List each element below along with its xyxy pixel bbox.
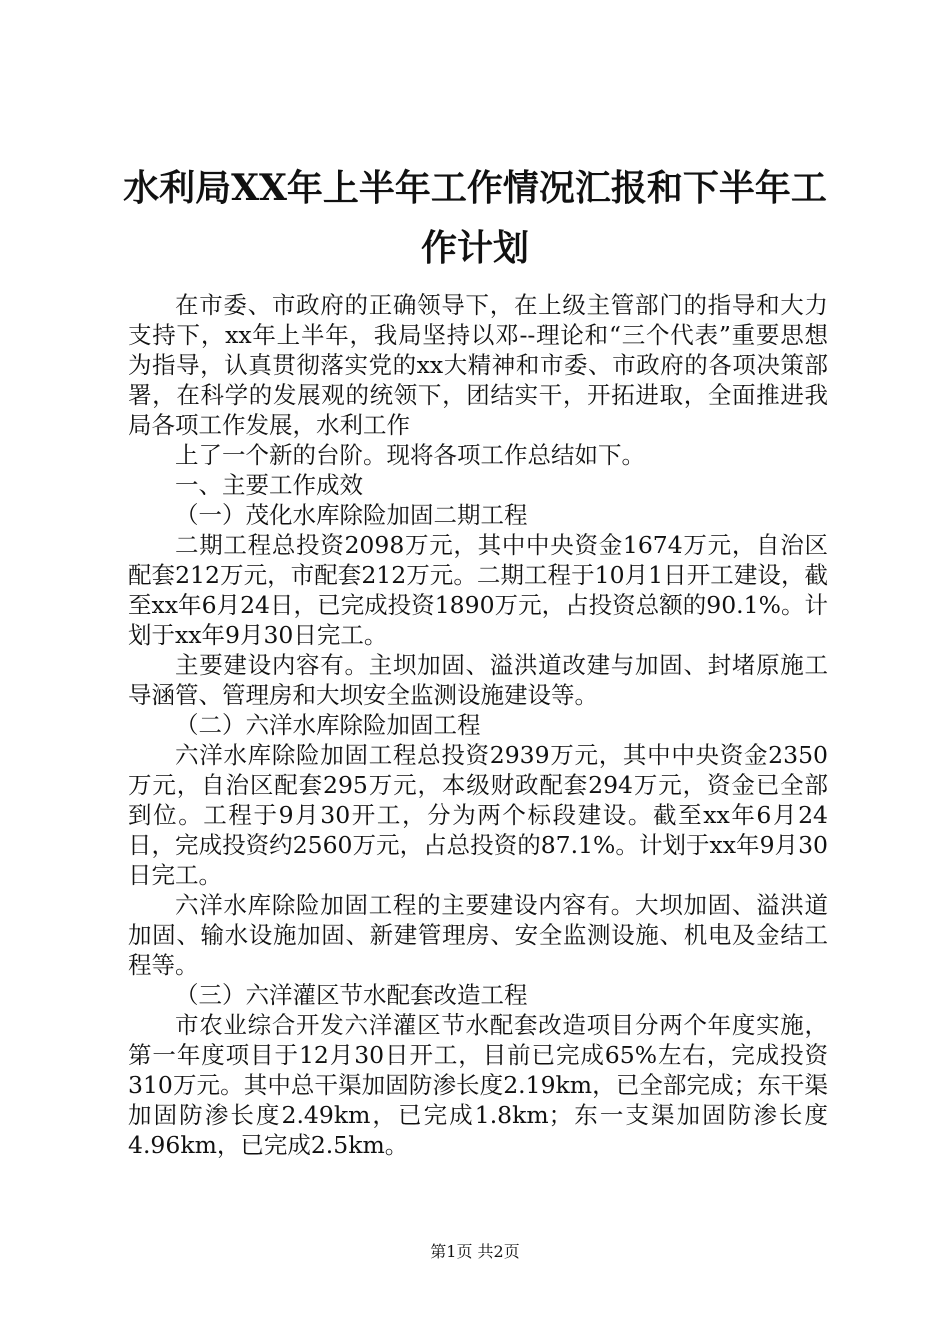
paragraph-intro-continued: 上了一个新的台阶。现将各项工作总结如下。 <box>175 441 645 469</box>
subsection-heading-3: （三）六洋灌区节水配套改造工程 <box>175 981 528 1009</box>
paragraph-project-3-progress: 市农业综合开发六洋灌区节水配套改造项目分两个年度实施，第一年度项目于12月30日开工，目前已完成65%左右，完成投资310万元。其中总干渠加固防渗长度2.19km，已全部完成；东干渠加固防渗长度2.49km，已完成1.8km；东一支渠加固防渗长度4.96km，已完成2.5km。 <box>128 1011 828 1159</box>
paragraph-project-2-content: 六洋水库除险加固工程的主要建设内容有。大坝加固、溢洪道加固、输水设施加固、新建管理房、安全监测设施、机电及金结工程等。 <box>128 891 828 979</box>
paragraph-project-1-content: 主要建设内容有。主坝加固、溢洪道改建与加固、封堵原施工导涵管、管理房和大坝安全监测设施建设等。 <box>128 651 828 709</box>
subsection-heading-1: （一）茂化水库除险加固二期工程 <box>175 501 528 529</box>
paragraph-project-1-investment: 二期工程总投资2098万元，其中中央资金1674万元，自治区配套212万元，市配套212万元。二期工程于10月1日开工建设，截至xx年6月24日，已完成投资1890万元，占投资总额的90.1%。计划于xx年9月30日完工。 <box>128 531 828 649</box>
document-title: 水利局XX年上半年工作情况汇报和下半年工作计划 <box>123 167 827 269</box>
section-heading-main-results: 一、主要工作成效 <box>175 471 363 499</box>
page-footer: 第1页 共2页 <box>430 1242 520 1261</box>
paragraph-project-2-investment: 六洋水库除险加固工程总投资2939万元，其中中央资金2350万元，自治区配套295万元，本级财政配套294万元，资金已全部到位。工程于9月30开工，分为两个标段建设。截至xx年6月24日，完成投资约2560万元，占总投资的87.1%。计划于xx年9月30日完工。 <box>128 741 828 889</box>
paragraph-intro: 在市委、市政府的正确领导下，在上级主管部门的指导和大力支持下，xx年上半年，我局坚持以邓--理论和“三个代表”重要思想为指导，认真贯彻落实党的xx大精神和市委、市政府的各项决策部署，在科学的发展观的统领下，团结实干，开拓进取，全面推进我局各项工作发展，水利工作 <box>128 291 828 439</box>
subsection-heading-2: （二）六洋水库除险加固工程 <box>175 711 481 739</box>
document-body <box>128 290 828 1160</box>
